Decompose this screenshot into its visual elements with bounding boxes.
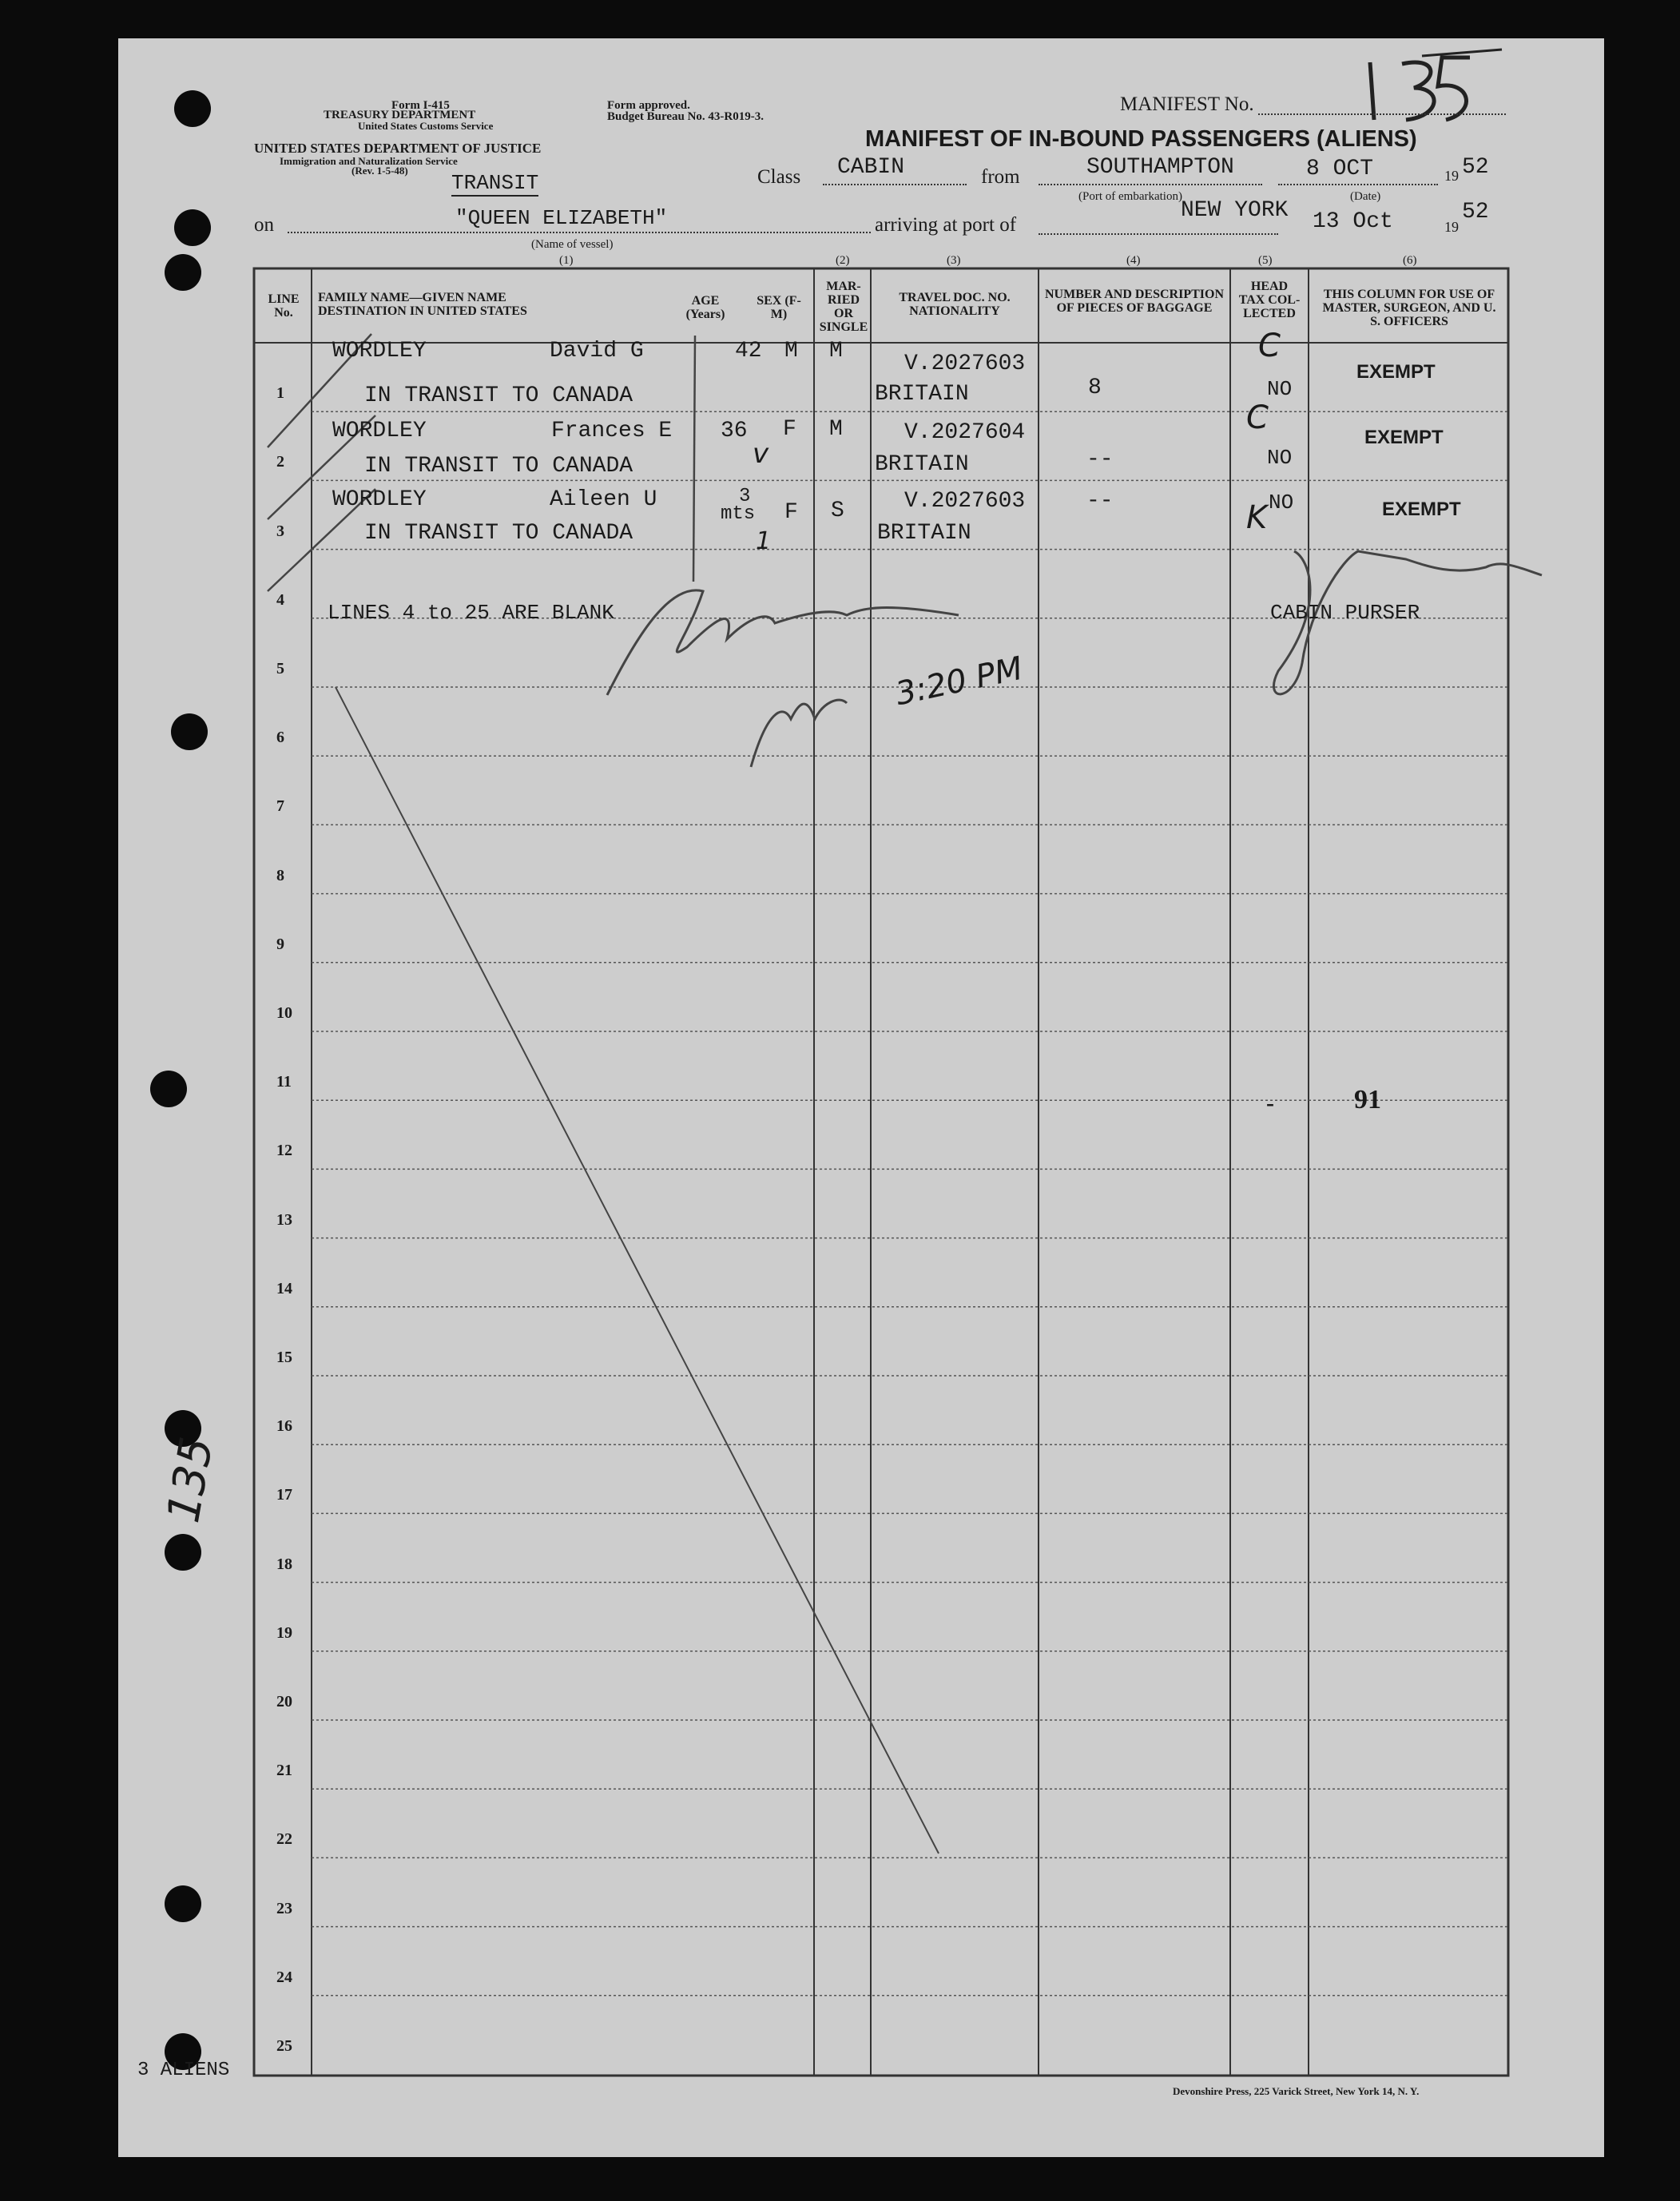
baggage: -- [1086,447,1114,472]
approved-label: Form approved. [607,99,690,112]
check-mark: 1 [756,527,772,555]
baggage: -- [1086,489,1114,514]
surname: WORDLEY [332,487,427,512]
header-age: AGE (Years) [685,294,725,321]
nationality: BRITAIN [877,521,971,546]
nationality: BRITAIN [875,382,969,407]
given-name: Frances E [551,419,673,443]
given-name: Aileen U [550,487,657,512]
line-number: 9 [276,935,284,953]
marital-status: M [829,417,843,442]
line-number: 3 [276,522,284,540]
treasury-label: TREASURY DEPARTMENT [324,109,476,121]
header-line-no: LINE No. [268,292,300,320]
line-number: 19 [276,1623,292,1642]
year-value: 52 [1462,155,1489,180]
header-married: MAR-RIED OR SINGLE [819,280,868,334]
line-number: 18 [276,1555,292,1573]
count-dash: - [1266,1090,1274,1116]
footer-alien-count: 3 ALIENS [137,2060,230,2081]
line-number: 13 [276,1210,292,1229]
nationality: BRITAIN [875,452,969,477]
from-value: SOUTHAMPTON [1086,155,1234,180]
head-tax-mark: K [1246,499,1268,536]
rev-label: (Rev. 1-5-48) [351,165,408,177]
marital-status: S [831,499,844,523]
time-annotation: 3:20 PM [892,650,1027,713]
justice-label: UNITED STATES DEPARTMENT OF JUSTICE [254,141,542,156]
line-number: 15 [276,1349,292,1366]
arrival-year: 52 [1462,200,1489,224]
exempt-stamp: EXEMPT [1364,427,1444,448]
embark-date: 8 OCT [1306,157,1374,181]
line-number: 11 [276,1073,292,1091]
line-number: 14 [276,1279,292,1297]
baggage: 8 [1088,375,1102,400]
transit-label: TRANSIT [451,171,539,195]
travel-doc: V.2027604 [904,420,1026,445]
line-number: 2 [276,453,284,471]
purser-title: CABIN PURSER [1270,601,1420,625]
count-annotation: 91 [1354,1085,1381,1114]
surname: WORDLEY [332,419,427,443]
age: 42 [735,339,762,364]
travel-doc: V.2027603 [904,489,1026,514]
customs-label: United States Customs Service [358,120,494,132]
age: 3 [739,486,751,507]
header-travel-doc: TRAVEL DOC. NO. NATIONALITY [899,291,1011,318]
sex: F [783,417,796,442]
date-caption: (Date) [1350,190,1381,203]
given-name: David G [550,339,644,364]
surname: WORDLEY [332,339,427,364]
col-num-6: (6) [1403,254,1417,267]
head-tax: NO [1267,377,1293,401]
header-baggage: NUMBER AND DESCRIPTION OF PIECES OF BAGGAGE [1044,288,1225,315]
exempt-stamp: EXEMPT [1356,361,1436,383]
from-label: from [981,166,1020,188]
line-number: 20 [276,1693,292,1710]
arrival-port: NEW YORK [1181,198,1289,223]
line-number: 8 [276,866,284,884]
header-name: FAMILY NAME—GIVEN NAME DESTINATION IN UNITED STATES [318,291,527,318]
manifest-number-label: MANIFEST No. [1120,93,1254,115]
class-label: Class [757,166,801,188]
destination: IN TRANSIT TO CANADA [364,454,633,479]
header-officers: THIS COLUMN FOR USE OF MASTER, SURGEON, AND U. S. OFFICERS [1322,288,1496,328]
line-number: 6 [276,729,284,747]
age-unit: mts [721,503,756,525]
date-underline [1278,184,1438,185]
from-underline [1039,184,1262,185]
budget-label: Budget Bureau No. 43-R019-3. [607,110,764,123]
port-embark-caption: (Port of embarkation) [1078,190,1182,203]
exempt-stamp: EXEMPT [1382,499,1461,520]
class-underline [823,184,967,185]
line-number: 25 [276,2037,292,2055]
head-tax: NO [1267,446,1293,470]
col-num-5: (5) [1258,254,1273,267]
form-number: Form I-415 [391,99,450,112]
col-num-4: (4) [1126,254,1141,267]
col-num-3: (3) [947,254,961,267]
line-number: 21 [276,1762,292,1780]
head-tax-mark: C [1258,328,1281,364]
line-number: 23 [276,1899,292,1917]
vessel-name: "QUEEN ELIZABETH" [455,206,668,230]
arrival-year-prefix: 19 [1444,219,1459,235]
arrival-underline [1039,233,1278,235]
class-value: CABIN [837,155,905,180]
line-number: 4 [276,590,284,609]
margin-number: 135 [157,1433,224,1527]
vessel-underline [288,232,871,233]
line-number: 12 [276,1142,292,1160]
blank-lines-note: LINES 4 to 25 ARE BLANK [328,601,614,625]
on-label: on [254,214,274,236]
head-tax: NO [1269,491,1294,514]
head-tax-mark: C [1246,399,1269,436]
sex: F [784,500,798,525]
manifest-number-line [1258,113,1506,115]
line-number: 24 [276,1968,292,1986]
ins-label: Immigration and Naturalization Service [280,155,458,167]
col-num-1: (1) [559,254,574,267]
line-number: 7 [276,797,284,816]
manifest-title: MANIFEST OF IN-BOUND PASSENGERS (ALIENS) [865,126,1417,152]
header-head-tax: HEAD TAX COL-LECTED [1238,280,1301,320]
line-number: 17 [276,1486,292,1504]
header-sex: SEX (F-M) [757,294,801,321]
age: 36 [721,419,748,443]
line-number: 1 [276,384,284,403]
travel-doc: V.2027603 [904,352,1026,376]
line-number: 5 [276,660,284,677]
arriving-label: arriving at port of [875,214,1017,236]
vessel-caption: (Name of vessel) [531,238,614,251]
col-num-2: (2) [836,254,850,267]
marital-status: M [829,339,843,364]
line-number: 10 [276,1004,292,1022]
line-number: 16 [276,1417,292,1436]
sex: M [784,339,798,364]
destination: IN TRANSIT TO CANADA [364,521,633,546]
line-number: 22 [276,1830,292,1849]
check-mark: v [753,438,769,470]
printer-credit: Devonshire Press, 225 Varick Street, New York 14, N. Y. [1173,2085,1420,2097]
year-prefix: 19 [1444,168,1459,184]
destination: IN TRANSIT TO CANADA [364,383,633,408]
arrival-date: 13 Oct [1313,209,1393,234]
